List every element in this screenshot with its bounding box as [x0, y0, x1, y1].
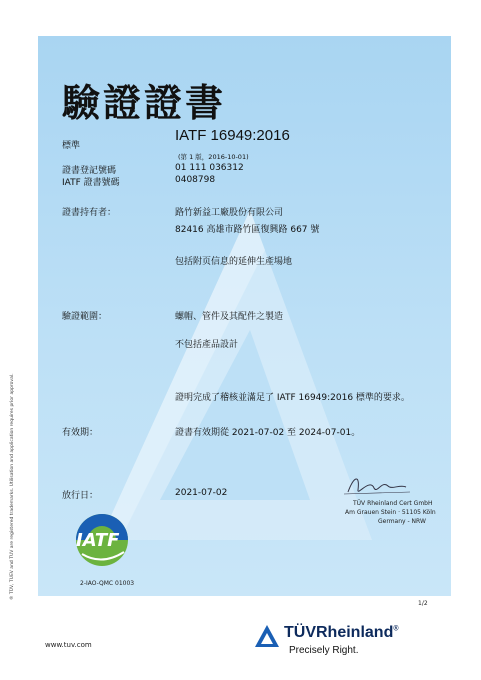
issuer-street: Am Grauen Stein · 51105 Köln — [345, 509, 436, 516]
brand-name-text: TÜVRheinland — [284, 624, 394, 641]
signature — [330, 470, 420, 500]
scope-label: 驗證範圍： — [62, 312, 108, 322]
brand-tagline: Precisely Right. — [289, 645, 359, 656]
scope-text: 螺帽、管件及其配件之製造 — [175, 312, 284, 322]
validity-text: 證書有效期從 2021-07-02 至 2024-07-01。 — [175, 428, 361, 438]
page-number: 1/2 — [418, 600, 428, 607]
registration-number-value: 01 111 036312 — [175, 163, 244, 173]
standard-label: 標準 — [62, 141, 81, 151]
issue-date-value: 2021-07-02 — [175, 488, 228, 498]
standard-edition: (第 1 版，2016-10-01) — [178, 153, 249, 161]
tuv-triangle-logo-icon — [254, 624, 280, 648]
iatf-logo-text: IATF — [76, 530, 120, 551]
holder-address: 82416 高雄市路竹區復興路 667 號 — [175, 225, 320, 235]
registered-mark: ® — [393, 625, 399, 633]
registration-number-label: 證書登記號碼 — [62, 166, 117, 176]
iatf-number-label: IATF 證書號碼 — [62, 178, 120, 188]
certificate-title: 驗證證書 — [62, 81, 227, 125]
compliance-statement: 證明完成了稽核並滿足了 IATF 16949:2016 標準的要求。 — [175, 393, 410, 403]
holder-note: 包括附页信息的延伸生產場地 — [175, 257, 293, 267]
legal-trademark-note: ® TÜV, TUEV and TUV are registered trademarks. Utilisation and application requires prior approval. — [10, 373, 15, 600]
issuer-company: TÜV Rheinland Cert GmbH — [353, 500, 433, 507]
validity-label: 有效期： — [62, 428, 99, 438]
brand-name — [284, 624, 399, 642]
iatf-number-value: 0408798 — [175, 175, 216, 185]
standard-value: IATF 16949:2016 — [175, 127, 290, 144]
holder-label: 證書持有者： — [62, 208, 117, 218]
iatf-globe-icon — [68, 510, 138, 570]
website-link[interactable]: www.tuv.com — [45, 641, 92, 649]
iatf-office-code: 2-IAO-QMC 01003 — [80, 580, 135, 587]
holder-name: 路竹新益工廠股份有限公司 — [175, 208, 284, 218]
issuer-country: Germany - NRW — [378, 518, 426, 525]
issue-date-label: 放行日： — [62, 491, 99, 501]
scope-exclusion: 不包括產品設計 — [175, 340, 239, 350]
